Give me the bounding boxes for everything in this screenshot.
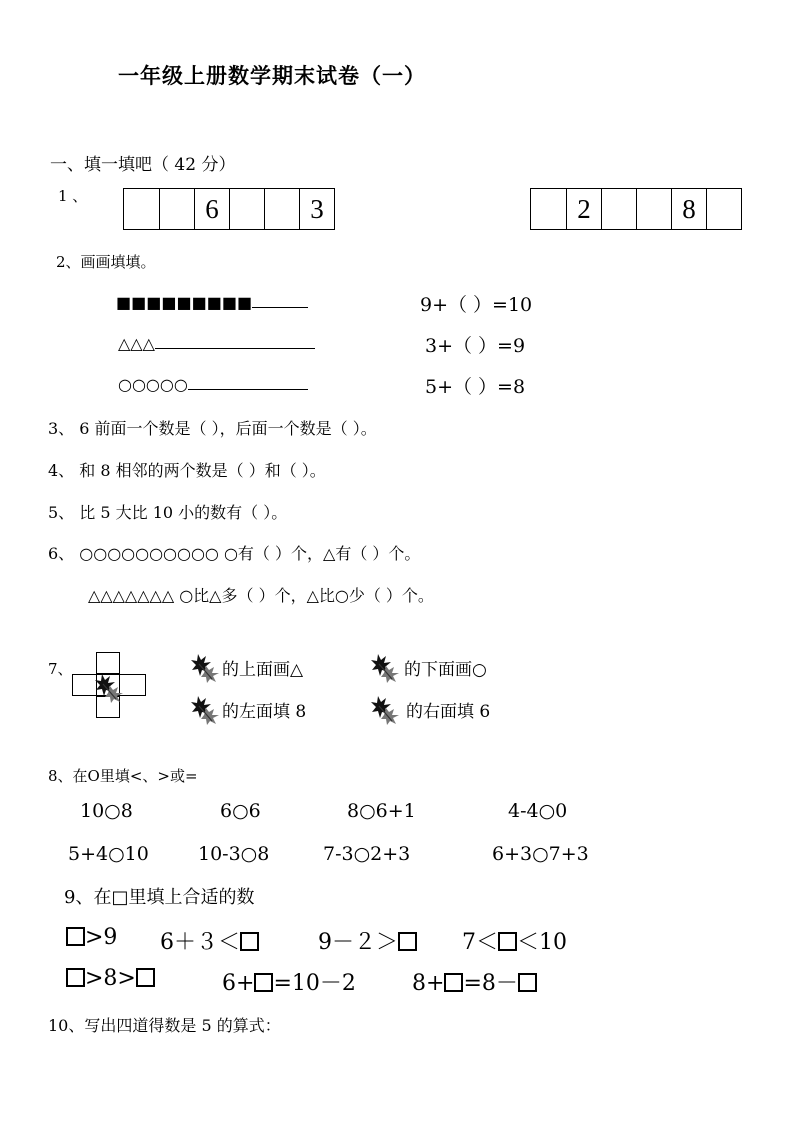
leaf-icon [370, 652, 402, 684]
blank-box [518, 973, 537, 992]
number-grid [123, 188, 335, 230]
leaf-instruction: 的下面画○ [404, 660, 487, 680]
compare-item: 6○6 [220, 800, 261, 822]
leaf-instruction: 的上面画△ [222, 660, 304, 680]
grid-cell: 6 [194, 189, 229, 229]
blank-box [240, 932, 259, 951]
grid-cell: 8 [671, 189, 706, 229]
grid-cell [636, 189, 671, 229]
expression-text: 6+ [222, 971, 255, 996]
question-6-line-1: 6、 ○○○○○○○○○○ ○有（ ）个，△有（ ）个。 [48, 544, 421, 563]
shape-row [118, 334, 315, 353]
compare-item: 8○6+1 [347, 800, 416, 822]
answer-line [252, 307, 308, 308]
fill-expression [160, 925, 259, 956]
equation: 5+（ ）=8 [425, 376, 526, 398]
question-label: 2、画画填填。 [56, 253, 156, 271]
fill-expression [462, 925, 567, 956]
leaf-icon [190, 694, 222, 726]
leaf-icon [370, 694, 402, 726]
expression-text: 9－２＞ [318, 930, 398, 955]
expression-text: =10－2 [273, 971, 356, 996]
compare-item: 4-4○0 [508, 800, 568, 822]
grid-cell: 2 [566, 189, 601, 229]
grid-cell [706, 189, 741, 229]
blank-box [66, 968, 85, 987]
question-6-line-2: △△△△△△△ ○比△多（ ）个，△比○少（ ）个。 [88, 586, 434, 605]
expression-text: 8+ [412, 971, 445, 996]
compare-item: 6+3○7+3 [492, 843, 589, 865]
leaf-instruction: 的右面填 6 [406, 702, 491, 722]
compare-item: 7-3○2+3 [323, 843, 411, 865]
compare-item: 10○8 [80, 800, 133, 822]
expression-text: 7＜ [462, 930, 498, 955]
blank-box [66, 927, 85, 946]
blank-box [498, 932, 517, 951]
leaf-instruction: 的左面填 8 [222, 702, 307, 722]
grid-cell [601, 189, 636, 229]
grid-cell [531, 189, 566, 229]
shape-row [118, 375, 308, 394]
compare-item: 10-3○8 [198, 843, 270, 865]
grid-cell [264, 189, 299, 229]
answer-line [188, 389, 308, 390]
grid-cell [124, 189, 159, 229]
squares-text: ■■■■■■■■■ [116, 293, 253, 312]
equation: 3+（ ）=9 [425, 335, 526, 357]
page-title: 一年级上册数学期末试卷（一） [118, 63, 426, 88]
expression-text: =8－ [463, 971, 518, 996]
expression-text: >8> [85, 966, 136, 991]
blank-box [444, 973, 463, 992]
question-label: 9、在□里填上合适的数 [64, 887, 255, 908]
question-10: 10、写出四道得数是 5 的算式： [48, 1016, 281, 1035]
circles-text: ○○○○○ [118, 375, 188, 394]
blank-box [254, 973, 273, 992]
equation: 9+（ ）=10 [420, 294, 533, 316]
triangles-text: △△△ [118, 334, 155, 353]
expression-text: ＜10 [517, 930, 567, 955]
section-heading: 一、填一填吧（ 42 分） [50, 155, 236, 175]
question-label: 7、 [48, 660, 73, 678]
fill-expression [318, 925, 417, 956]
answer-line [155, 348, 315, 349]
leaf-icon [190, 652, 222, 684]
fill-expression [222, 966, 356, 997]
grid-cell: 3 [299, 189, 334, 229]
expression-text: 6＋３＜ [160, 930, 240, 955]
leaf-icon [94, 672, 126, 704]
question-5: 5、 比 5 大比 10 小的数有（ ）。 [48, 503, 288, 522]
question-label: 8、在O里填<、>或= [48, 767, 198, 785]
question-label: 1 、 [58, 187, 88, 205]
number-grid [530, 188, 742, 230]
compare-item: 5+4○10 [68, 843, 149, 865]
fill-expression [412, 966, 537, 997]
blank-box [136, 968, 155, 987]
fill-expression [66, 966, 155, 991]
expression-text: >9 [85, 925, 118, 950]
shape-row [116, 293, 308, 312]
question-3: 3、 6 前面一个数是（ ），后面一个数是（ ）。 [48, 419, 377, 438]
blank-box [398, 932, 417, 951]
question-4: 4、 和 8 相邻的两个数是（ ）和（ ）。 [48, 461, 326, 480]
grid-cell [159, 189, 194, 229]
grid-cell [229, 189, 264, 229]
fill-expression [66, 925, 117, 950]
